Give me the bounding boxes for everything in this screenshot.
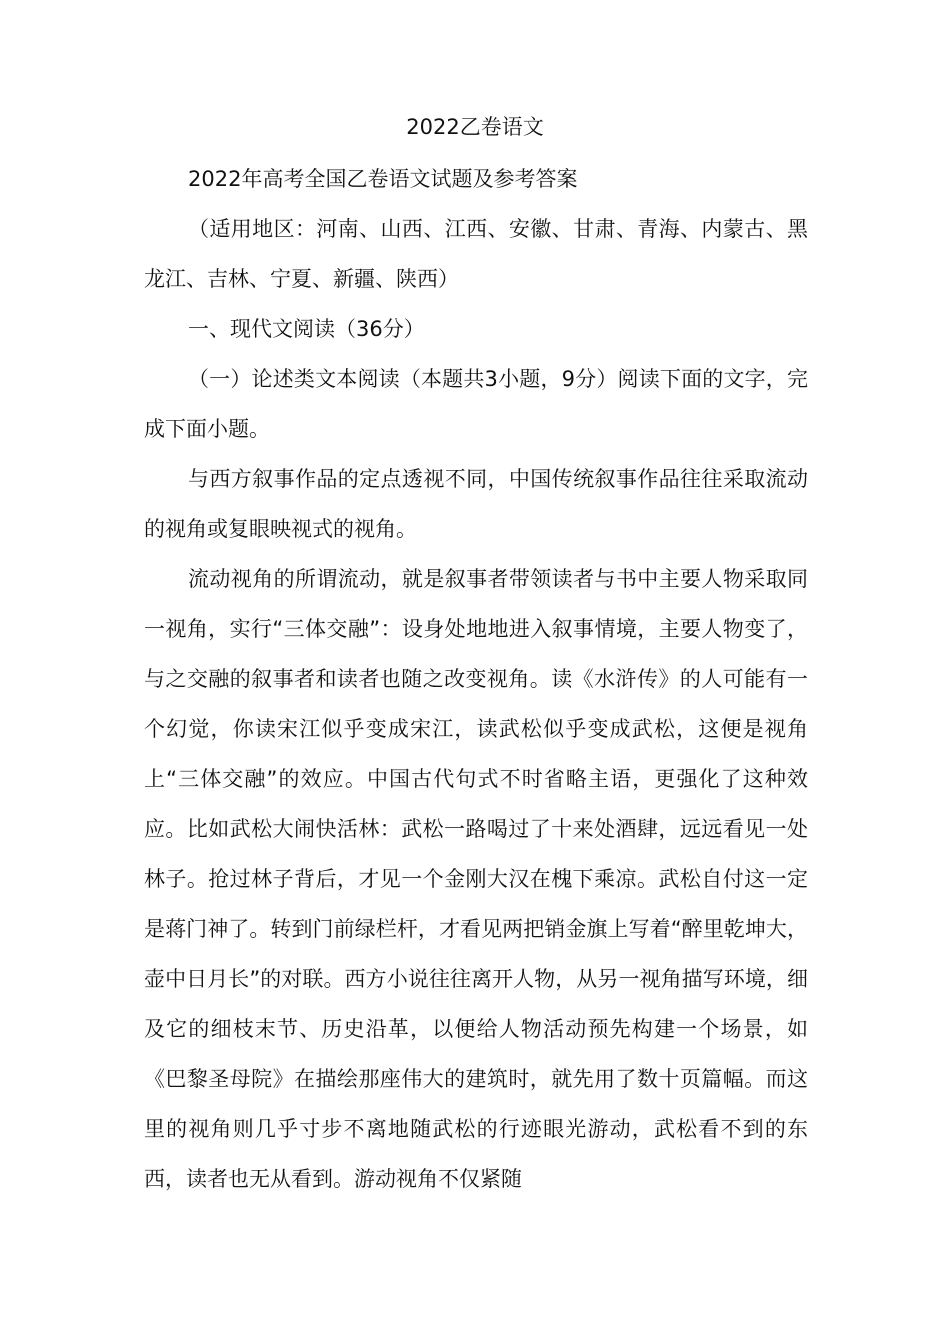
document-subtitle: 2022年高考全国乙卷语文试题及参考答案	[188, 167, 578, 191]
section-heading: 一、现代文阅读（36分）	[188, 317, 425, 341]
applicable-regions: （适用地区：河南、山西、江西、安徽、甘肃、青海、内蒙古、黑龙江、吉林、宁夏、新疆、陕西）	[144, 217, 808, 291]
paragraph: 与西方叙事作品的定点透视不同，中国传统叙事作品往往采取流动的视角或复眼映视式的视角。	[144, 467, 808, 541]
document-body	[144, 154, 808, 1204]
document-title: 2022乙卷语文	[406, 115, 544, 139]
subsection-heading: （一）论述类文本阅读（本题共3小题，9分）阅读下面的文字，完成下面小题。	[144, 367, 808, 441]
paragraph: 流动视角的所谓流动，就是叙事者带领读者与书中主要人物采取同一视角，实行“三体交融”：设身处地地进入叙事情境，主要人物变了，与之交融的叙事者和读者也随之改变视角。读《水浒传》的人可能有一个幻觉，你读宋江似乎变成宋江，读武松似乎变成武松，这便是视角上“三体交融”的效应。中国古代句式不时省略主语，更强化了这种效应。比如武松大闹快活林：武松一路喝过了十来处酒肆，远远看见一处林子。抢过林子背后，才见一个金刚大汉在槐下乘凉。武松自付这一定是蒋门神了。转到门前绿栏杆，才看见两把销金旗上写着“醉里乾坤大，壶中日月长”的对联。西方小说往往离开人物，从另一视角描写环境，细及它的细枝末节、历史沿革，以便给人物活动预先构建一个场景，如《巴黎圣母院》在描绘那座伟大的建筑时，就先用了数十页篇幅。而这里的视角则几乎寸步不离地随武松的行迹眼光游动，武松看不到的东西，读者也无从看到。游动视角不仅紧随	[144, 567, 808, 1191]
